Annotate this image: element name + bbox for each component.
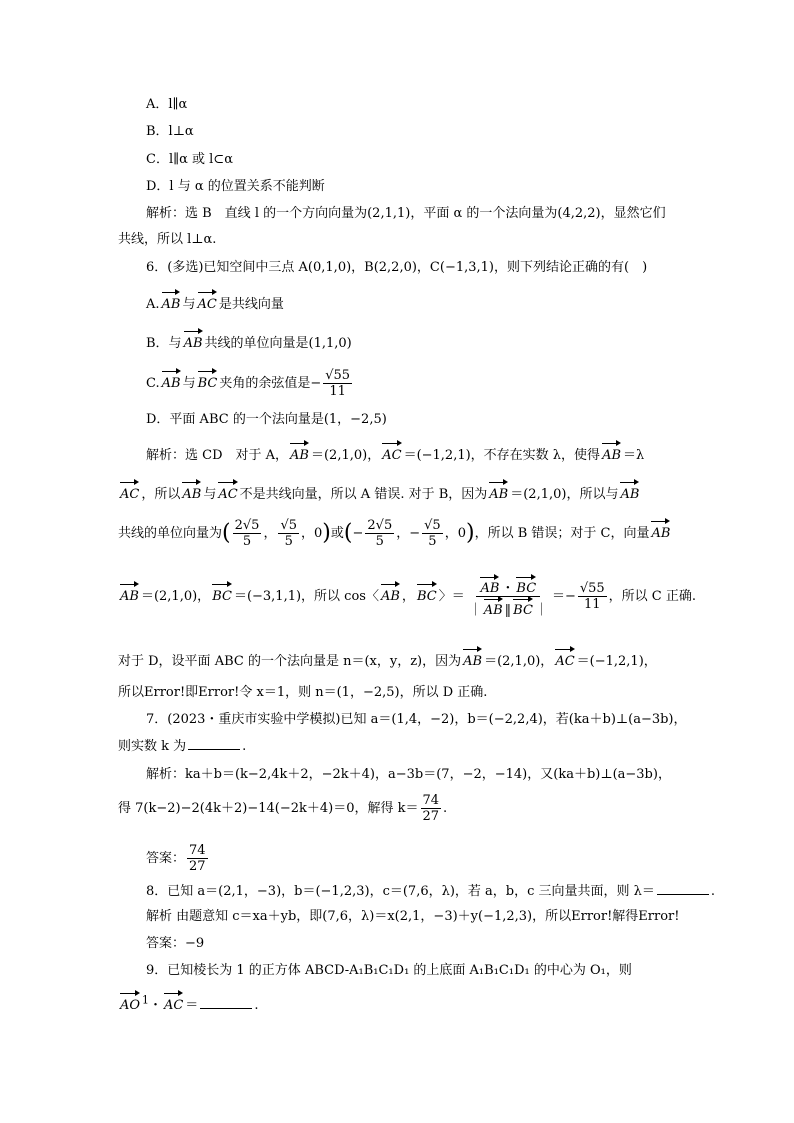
q6-stem: 6．(多选)已知空间中三点 A(0,1,0)，B(2,2,0)，C(−1,3,1)，则下列结论正确的有( ) — [146, 260, 648, 275]
vector-ao1: AO — [120, 991, 140, 1015]
q5-option-d: D．l 与 α 的位置关系不能判断 — [146, 179, 325, 194]
q9-expression: AO $^1$・ AC ＝ . — [118, 991, 258, 1015]
q8-answer: 答案：−9 — [146, 936, 205, 951]
vector-ab: AB — [162, 290, 181, 314]
q6-solution-line2: AC ，所以 AB 与 AC 不是共线向量，所以 A 错误. 对于 B，因为 AB ＝(2,1,0)，所以与 AB — [118, 480, 641, 504]
q5-solution-line2: 共线，所以 l⊥α. — [118, 232, 217, 247]
q6-solution-line1: 解析：选 CD 对于 A， AB ＝(2,1,0)， AC ＝(−1,2,1)，不存在实数 λ，使得 AB ＝λ — [146, 441, 644, 465]
cosine-fraction: $\frac{AB ・ BC}{| AB ‖ BC |}$ — [467, 575, 550, 618]
q7-solution-line1: 解析：ka＋b＝(k−2,4k＋2，−2k＋4)，a−3b＝(7，−2，−14)，又(ka＋b)⊥(a−3b)， — [146, 767, 671, 782]
q6-option-c: C. AB 与 BC 夹角的余弦值是− $\frac{√55}{11}$ — [146, 368, 351, 399]
q5-option-c: C．l∥α 或 l⊂α — [146, 152, 233, 167]
vector-ac: AC — [198, 290, 217, 314]
vector-ab: AB — [184, 329, 203, 353]
q5-solution-line1: 解析：选 B 直线 l 的一个方向向量为(2,1,1)，平面 α 的一个法向量为(4,2,2)，显然它们 — [146, 206, 666, 221]
vector-ac: AC — [164, 991, 183, 1015]
q5-option-a: A．l∥α — [146, 97, 188, 112]
q5-option-b: B．l⊥α — [146, 124, 194, 139]
q8-stem: 8．已知 a＝(2,1，−3)，b＝(−1,2,3)，c＝(7,6，λ)，若 a，b，c 三向量共面，则 λ＝ . — [146, 884, 716, 899]
answer-blank — [188, 749, 240, 750]
q7-solution-line2: 得 7(k−2)−2(4k＋2)−14(−2k＋4)＝0，解得 k＝ $\frac{74}{27}$ . — [118, 793, 448, 824]
q7-answer: 答案： $\frac{74}{27}$ — [146, 843, 206, 874]
q6-option-d: D．平面 ABC 的一个法向量是(1，−2,5) — [146, 412, 387, 427]
q7-stem-line2: 则实数 k 为 . — [118, 739, 247, 754]
q6-option-a: A. AB 与 AC 是共线向量 — [146, 290, 284, 314]
q6-solution-line3: 共线的单位向量为( $\frac{2√5}{5}$ ， $\frac{√5}{5}$ ，0)或(− $\frac{2√5}{5}$ ，− $\frac{√5}{5}$ ，0)，所以 B 错误；对于 C，向量 AB — [118, 518, 671, 549]
answer-blank — [200, 1008, 252, 1009]
q6-option-b: B．与 AB 共线的单位向量是(1,1,0) — [146, 329, 352, 353]
q6-solution-line4: AB ＝(2,1,0)， BC ＝(−3,1,1)，所以 cos〈 AB ， BC 〉＝ $\frac{AB ・ BC}{| AB ‖ BC |}$ ＝− $\frac{√55}{11}$ ，所以 C 正确. — [118, 575, 696, 618]
q8-solution: 解析 由题意知 c＝xa＋yb，即(7,6，λ)＝x(2,1，−3)＋y(−1,2,3)，所以Error!解得Error! — [146, 909, 680, 924]
q6-solution-line5: 对于 D，设平面 ABC 的一个法向量是 n＝(x，y，z)，因为 AB ＝(2,1,0)， AC ＝(−1,2,1)， — [118, 647, 657, 671]
q9-stem: 9．已知棱长为 1 的正方体 ABCD-A₁B₁C₁D₁ 的上底面 A₁B₁C₁D₁ 的中心为 O₁，则 — [146, 963, 632, 978]
vector-bc: BC — [198, 369, 218, 393]
answer-blank — [657, 894, 709, 895]
q7-stem-line1: 7．(2023・重庆市实验中学模拟)已知 a＝(1,4，−2)，b＝(−2,2,4)，若(ka＋b)⊥(a−3b)， — [146, 712, 687, 727]
q6-solution-line6: 所以Error!即Error!令 x＝1，则 n＝(1，−2,5)，所以 D 正确. — [118, 685, 488, 700]
vector-ab: AB — [162, 369, 181, 393]
fraction: $\frac{√55}{11}$ — [325, 368, 351, 399]
